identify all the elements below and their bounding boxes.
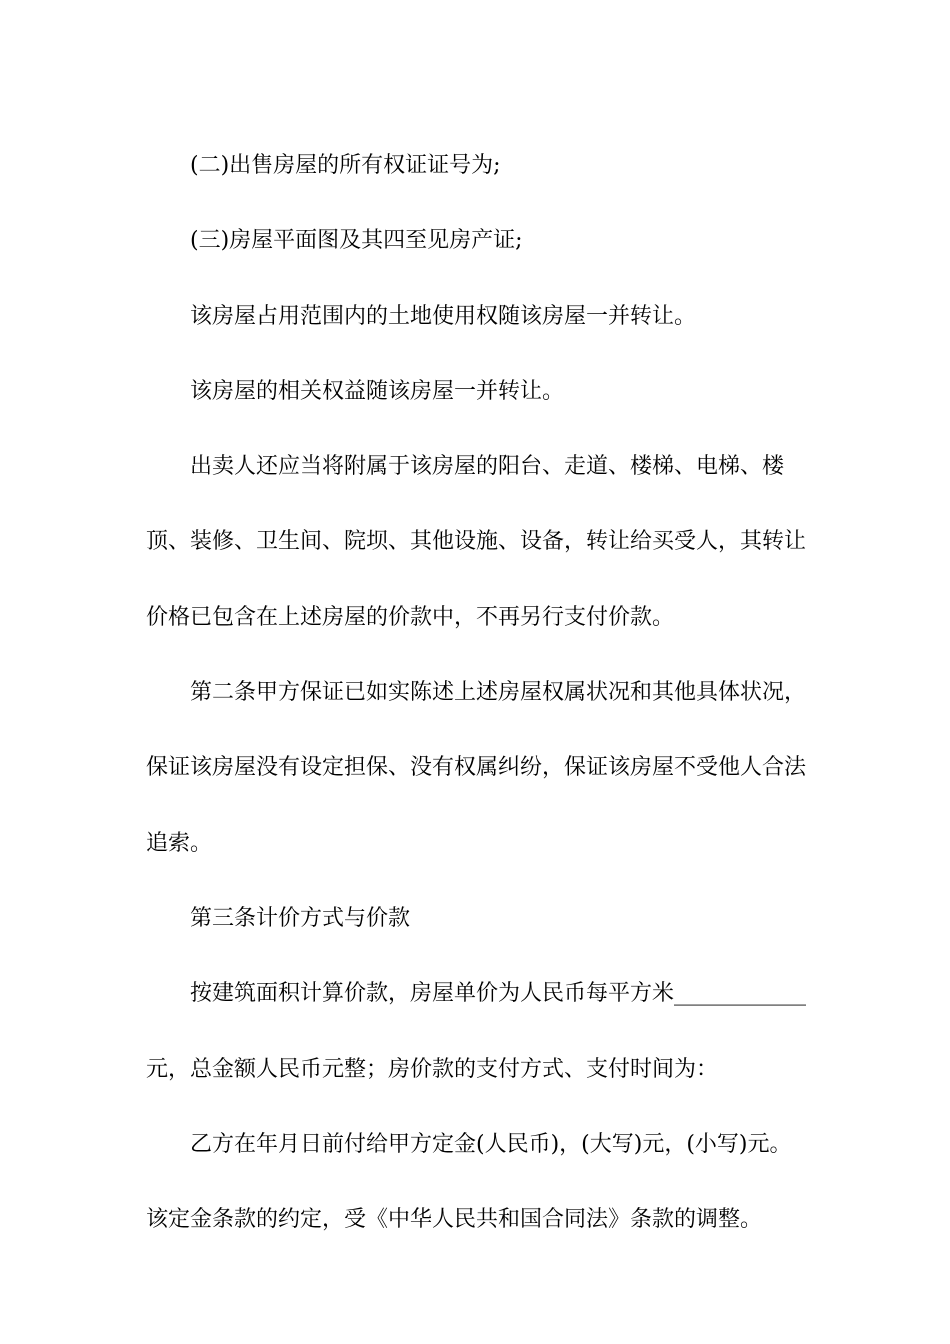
paragraph-article-3-heading: 第三条计价方式与价款	[190, 905, 411, 931]
paragraph-attached-facilities: 出卖人还应当将附属于该房屋的阳台、走道、楼梯、电梯、楼顶、装修、卫生间、院坝、其他设施、设备，转让给买受人，其转让价格已包含在上述房屋的价款中，不再另行支付价款。	[146, 454, 807, 630]
paragraph-ownership-cert: (二)出售房屋的所有权证证号为;	[190, 153, 501, 178]
paragraph-related-rights: 该房屋的相关权益随该房屋一并转让。	[190, 378, 565, 404]
paragraph-floor-plan: (三)房屋平面图及其四至见房产证;	[190, 228, 523, 254]
paragraph-deposit: 乙方在年月日前付给甲方定金(人民币)，(大写)元，(小写)元。该定金条款的约定，受《中华人民共和国合同法》条款的调整。	[146, 1131, 792, 1233]
paragraph-article-2: 第二条甲方保证已如实陈述上述房屋权属状况和其他具体状况，保证该房屋没有设定担保、没有权属纠纷，保证该房屋不受他人合法追索。	[146, 680, 807, 856]
document-body	[146, 128, 806, 1257]
paragraph-price-calculation: 按建筑面积计算价款，房屋单价为人民币每平方米____________元，总金额人民币元整；房价款的支付方式、支付时间为：	[146, 981, 807, 1082]
paragraph-land-use-right: 该房屋占用范围内的土地使用权随该房屋一并转让。	[190, 303, 697, 329]
